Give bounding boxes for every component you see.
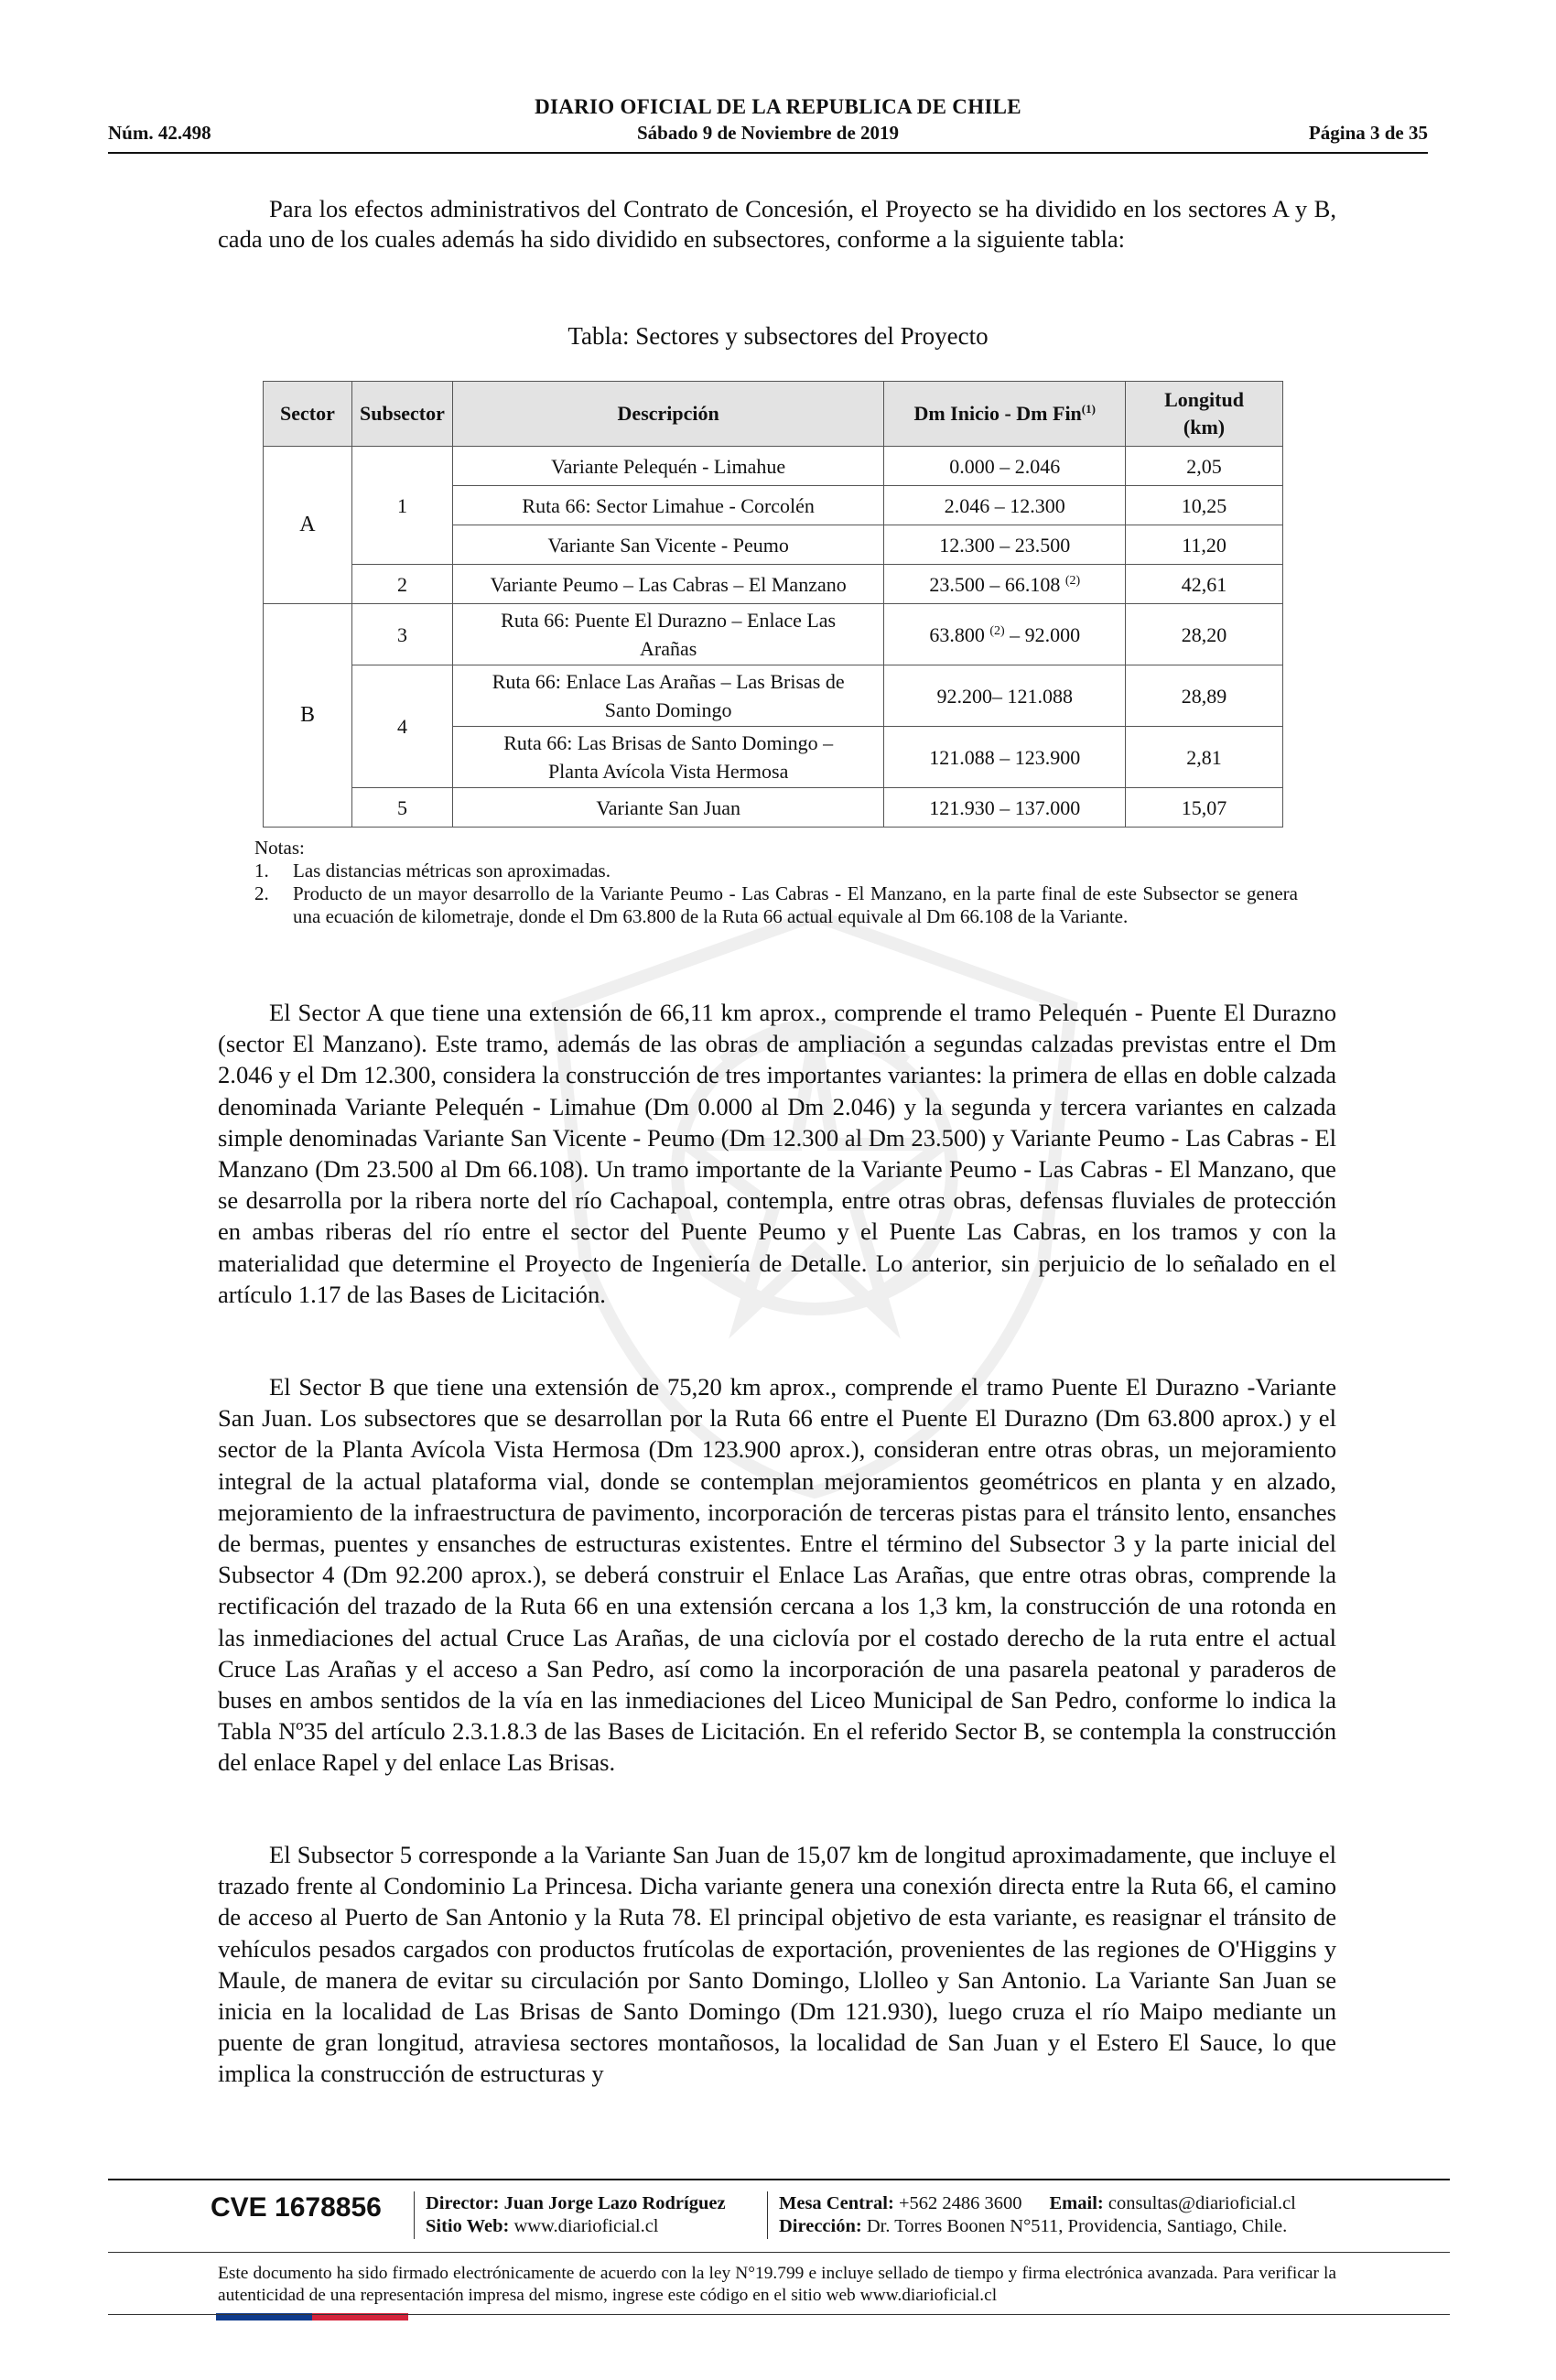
dm-cell: 121.930 – 137.000 <box>884 788 1126 828</box>
dm-cell: 0.000 – 2.046 <box>884 447 1126 486</box>
header-length-line2: (km) <box>1183 416 1226 438</box>
footer-top-rule <box>108 2179 1450 2180</box>
table-row <box>264 665 1283 727</box>
dm-text: 23.500 – 66.108 <box>929 572 1061 596</box>
table-row <box>264 565 1283 604</box>
length-cell: 42,61 <box>1126 565 1283 604</box>
note-item <box>254 882 1298 928</box>
email-label: Email: <box>1049 2193 1104 2213</box>
header-dm-note: (1) <box>1081 402 1096 416</box>
table-notes <box>254 837 1298 928</box>
header-sector: Sector <box>264 382 352 447</box>
dm-cell: 2.046 – 12.300 <box>884 486 1126 525</box>
dm-cell <box>884 565 1126 604</box>
note-number: 1. <box>254 860 269 882</box>
description-line2: Planta Avícola Vista Hermosa <box>547 760 789 783</box>
body-paragraph-sector-a <box>218 997 1336 1310</box>
table-row <box>264 447 1283 486</box>
length-cell: 10,25 <box>1126 486 1283 525</box>
note-text: Las distancias métricas son aproximadas. <box>293 860 611 882</box>
footer-bottom-rule <box>108 2314 1450 2315</box>
cve-code: CVE 1678856 <box>211 2192 382 2223</box>
subsector-cell: 2 <box>351 565 452 604</box>
dm-cell: 92.200– 121.088 <box>884 665 1126 727</box>
web-label: Sitio Web: <box>426 2216 510 2236</box>
intro-paragraph <box>218 194 1336 254</box>
footer-contact-block <box>779 2192 1296 2238</box>
length-cell: 2,05 <box>1126 447 1283 486</box>
subsector-cell: 5 <box>351 788 452 828</box>
phone-label: Mesa Central: <box>779 2193 894 2213</box>
description-cell: Variante Peumo – Las Cabras – El Manzano <box>452 565 883 604</box>
description-cell <box>452 665 883 727</box>
subsector-cell: 4 <box>351 665 452 788</box>
footer-divider <box>767 2191 768 2239</box>
description-line1: Ruta 66: Enlace Las Arañas – Las Brisas de <box>492 670 845 693</box>
issue-date: Sábado 9 de Noviembre de 2019 <box>636 122 900 144</box>
description-cell <box>452 604 883 665</box>
header-length-line1: Longitud <box>1164 388 1244 411</box>
length-cell: 28,20 <box>1126 604 1283 665</box>
body-paragraph-sector-b <box>218 1371 1336 1779</box>
legal-notice: Este documento ha sido firmado electrónicamente de acuerdo con la ley N°19.799 e incluye sellado de tiempo y firma electrónica avanzada. Para verificar la autenticidad de una representación impresa del mismo, ingrese este código en el sitio web www.diarioficial.cl <box>218 2264 1336 2305</box>
sector-a-cell: A <box>264 447 352 604</box>
description-cell: Variante San Juan <box>452 788 883 828</box>
table-header-row <box>264 382 1283 447</box>
subsector-cell: 1 <box>351 447 452 565</box>
address-text: Dr. Torres Boonen N°511, Providencia, Santiago, Chile. <box>866 2216 1288 2236</box>
address-label: Dirección: <box>779 2216 862 2236</box>
description-cell: Ruta 66: Sector Limahue - Corcolén <box>452 486 883 525</box>
description-line2: Santo Domingo <box>604 698 732 721</box>
header-rule <box>108 152 1428 154</box>
paragraph-text: El Sector A que tiene una extensión de 66,11 km aprox., comprende el tramo Pelequén - Puente El Durazno (sector El Manzano). Este tramo, además de las obras de ampliación a segundas calzadas previstas entre el Dm 2.046 y el Dm 12.300, considera la construcción de tres importantes variantes: la primera de ellas en doble calzada denominada Variante Pelequén - Limahue (Dm 0.000 al Dm 2.046) y la segunda y tercera variantes en calzada simple denominadas Variante San Vicente - Peumo (Dm 12.300 al Dm 23.500) y Variante Peumo - Las Cabras - El Manzano (Dm 23.500 al Dm 66.108). Un tramo importante de la Variante Peumo - Las Cabras - El Manzano, que se desarrolla por la ribera norte del río Cachapoal, contempla, entre otras obras, defensas fluviales de protección en ambas riberas del río entre el sector del Puente Peumo y el Puente Las Cabras, en los tramos y con la materialidad que determine el Proyecto de Ingeniería de Detalle. Lo anterior, sin perjuicio de lo señalado en el artículo 1.17 de las Bases de Licitación. <box>218 999 1336 1308</box>
description-cell: Variante San Vicente - Peumo <box>452 525 883 565</box>
length-cell: 28,89 <box>1126 665 1283 727</box>
header-dm <box>884 382 1126 447</box>
header-length <box>1126 382 1283 447</box>
dm-cell <box>884 604 1126 665</box>
director-name: Juan Jorge Lazo Rodríguez <box>503 2193 726 2213</box>
description-line1: Ruta 66: Las Brisas de Santo Domingo – <box>503 731 834 754</box>
page-number: Página 3 de 35 <box>1308 122 1428 144</box>
description-cell <box>452 727 883 788</box>
note-item <box>254 860 1298 882</box>
sectors-table <box>263 381 1283 828</box>
dm-end: – 92.000 <box>1010 622 1081 646</box>
table-caption: Tabla: Sectores y subsectores del Proyecto <box>567 322 989 350</box>
description-cell: Variante Pelequén - Limahue <box>452 447 883 486</box>
paragraph-text: El Subsector 5 corresponde a la Variante San Juan de 15,07 km de longitud aproximadamente, que incluye el trazado frente al Condominio La Princesa. Dicha variante genera una conexión directa entre la Ruta 66, el camino de acceso al Puerto de San Antonio y la Ruta 78. El principal objetivo de esta variante, es reasignar el tránsito de vehículos pesados cargados con productos frutícolas de exportación, provenientes de las regiones de O'Higgins y Maule, de manera de evitar su circulación por Santo Domingo, Llolleo y San Antonio. La Variante San Juan se inicia en la localidad de Las Brisas de Santo Domingo (Dm 121.930), luego cruza el río Maipo mediante un puente de gran longitud, atraviesa sectores montañosos, la localidad de San Juan y el Estero El Sauce, lo que implica la construcción de estructuras y <box>218 1841 1336 2088</box>
intro-text: Para los efectos administrativos del Contrato de Concesión, el Proyecto se ha dividido en los sectores A y B, cada uno de los cuales además ha sido dividido en subsectores, conforme a la siguiente tabla: <box>218 195 1336 253</box>
header-description: Descripción <box>452 382 883 447</box>
email-link[interactable]: consultas@diarioficial.cl <box>1108 2193 1296 2213</box>
header-subsector: Subsector <box>351 382 452 447</box>
table-row <box>264 788 1283 828</box>
subsector-cell: 3 <box>351 604 452 665</box>
header-dm-text: Dm Inicio - Dm Fin <box>913 402 1082 425</box>
length-cell: 15,07 <box>1126 788 1283 828</box>
description-line1: Ruta 66: Puente El Durazno – Enlace Las <box>501 609 837 632</box>
footer-director-block <box>426 2192 726 2238</box>
body-paragraph-subsector-5 <box>218 1839 1336 2090</box>
notes-title: Notas: <box>254 837 305 859</box>
dm-note: (2) <box>989 623 1005 638</box>
dm-note: (2) <box>1064 573 1081 588</box>
dm-start: 63.800 <box>929 622 985 646</box>
issue-number: Núm. 42.498 <box>108 122 211 144</box>
dm-cell: 121.088 – 123.900 <box>884 727 1126 788</box>
sector-b-cell: B <box>264 604 352 828</box>
footer-divider <box>414 2191 415 2239</box>
dm-cell: 12.300 – 23.500 <box>884 525 1126 565</box>
website-link[interactable]: www.diarioficial.cl <box>513 2216 659 2236</box>
length-cell: 2,81 <box>1126 727 1283 788</box>
newspaper-title: DIARIO OFICIAL DE LA REPUBLICA DE CHILE <box>535 95 1021 118</box>
footer-separator <box>108 2252 1450 2253</box>
phone-number: +562 2486 3600 <box>898 2193 1022 2213</box>
paragraph-text: El Sector B que tiene una extensión de 75,20 km aprox., comprende el tramo Puente El Durazno -Variante San Juan. Los subsectores que se desarrollan por la Ruta 66 entre el Puente El Durazno (Dm 63.800 aprox.) y el sector de la Planta Avícola Vista Hermosa (Dm 123.900 aprox.), consideran entre otras obras, un mejoramiento integral de la actual plataforma vial, donde se contemplan mejoramientos geométricos en planta y en alzado, mejoramiento de la infraestructura de pavimento, incorporación de terceras pistas para el tránsito lento, ensanches de bermas, puentes y ensanches de estructuras existentes. Entre el término del Subsector 3 y la parte inicial del Subsector 4 (Dm 92.200 aprox.), se deberá construir el Enlace Las Arañas, que entre otras obras, comprende la rectificación del trazado de la Ruta 66 en una extensión cercana a los 1,3 km, la construcción de una rotonda en las inmediaciones del actual Cruce Las Arañas, de una ciclovía por el costado derecho de la ruta entre el actual Cruce Las Arañas y el acceso a San Pedro, así como la incorporación de una pasarela peatonal y paraderos de buses en ambos sentidos de la vía en las inmediaciones del Liceo Municipal de San Pedro, conforme lo indica la Tabla Nº35 del artículo 2.3.1.8.3 de las Bases de Licitación. En el referido Sector B, se contempla la construcción del enlace Rapel y del enlace Las Brisas. <box>218 1373 1336 1777</box>
director-label: Director: <box>426 2193 500 2213</box>
length-cell: 11,20 <box>1126 525 1283 565</box>
table-row <box>264 604 1283 665</box>
note-text: Producto de un mayor desarrollo de la Variante Peumo - Las Cabras - El Manzano, en la parte final de este Subsector se genera una ecuación de kilometraje, donde el Dm 63.800 de la Ruta 66 actual equivale al Dm 66.108 de la Variante. <box>293 882 1298 927</box>
description-line2: Arañas <box>640 637 697 660</box>
note-number: 2. <box>254 882 269 904</box>
